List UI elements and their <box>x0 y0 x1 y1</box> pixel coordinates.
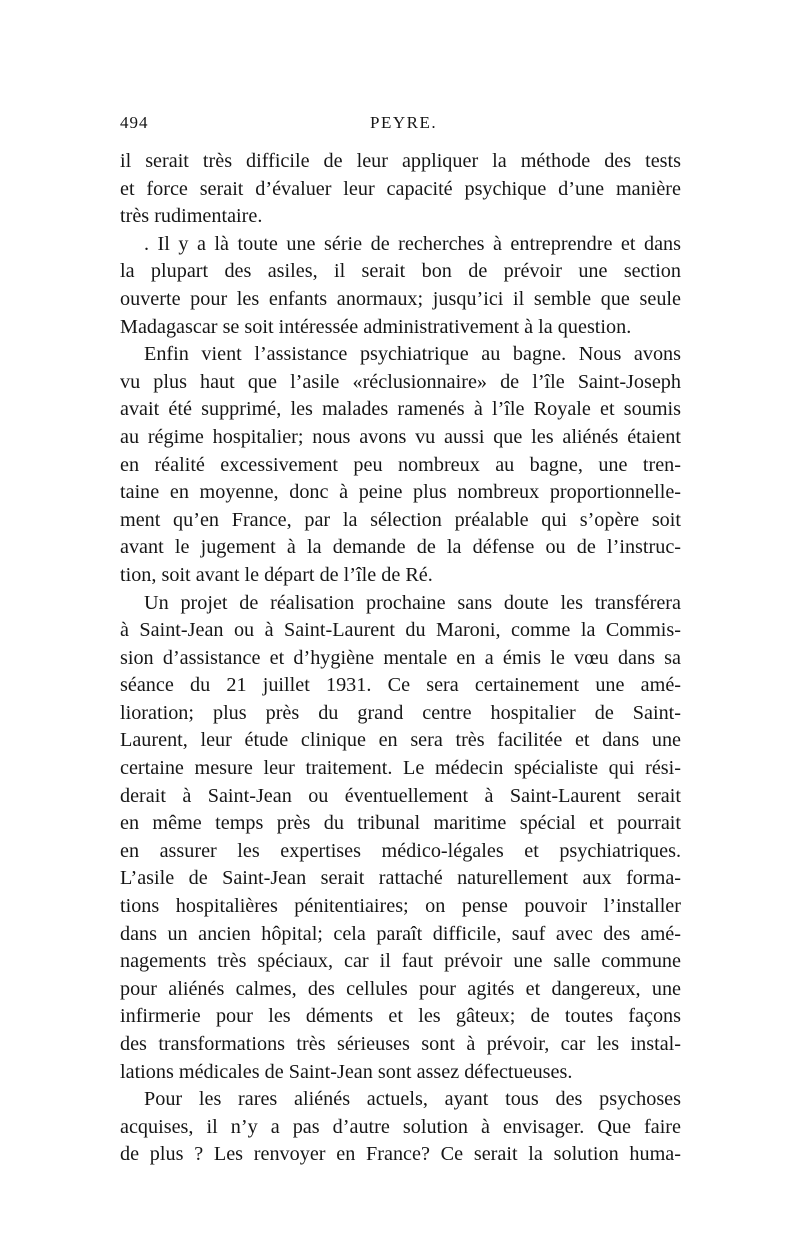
text-line: en réalité excessivement peu nombreux au bagne, une tren- <box>120 453 681 476</box>
text-line: lations médicales de Saint-Jean sont assez défectueuses. <box>120 1060 573 1083</box>
text-line: et force serait d’évaluer leur capacité psychique d’une manière <box>120 177 681 200</box>
text-line: nagements très spéciaux, car il faut prévoir une salle commune <box>120 950 681 973</box>
paragraph <box>120 590 681 1087</box>
text-line: tion, soit avant le départ de l’île de Ré. <box>120 563 433 586</box>
text-line: en même temps près du tribunal maritime spécial et pourrait <box>120 812 681 835</box>
text-line: derait à Saint-Jean ou éventuellement à Saint-Laurent serait <box>120 784 681 807</box>
text-line: taine en moyenne, donc à peine plus nombreux proportionnelle- <box>120 481 681 504</box>
paragraph <box>120 231 681 341</box>
text-line: à Saint-Jean ou à Saint-Laurent du Maroni, comme la Commis- <box>120 619 681 642</box>
text-line: au régime hospitalier; nous avons vu aussi que les aliénés étaient <box>120 425 681 448</box>
paragraph <box>120 148 681 231</box>
text-line: avait été supprimé, les malades ramenés à l’île Royale et soumis <box>120 398 681 421</box>
text-line: L’asile de Saint-Jean serait rattaché naturellement aux forma- <box>120 867 681 890</box>
text-line: Enfin vient l’assistance psychiatrique au bagne. Nous avons <box>144 343 681 366</box>
text-line: ouverte pour les enfants anormaux; jusqu’ici il semble que seule <box>120 287 681 310</box>
text-line: il serait très difficile de leur appliquer la méthode des tests <box>120 150 681 172</box>
text-line: certaine mesure leur traitement. Le médecin spécialiste qui rési- <box>120 757 681 780</box>
paragraph <box>120 341 681 589</box>
text-line: Pour les rares aliénés actuels, ayant tous des psychoses <box>144 1088 681 1111</box>
text-line: avant le jugement à la demande de la défense ou de l’instruc- <box>120 536 681 559</box>
text-line: infirmerie pour les déments et les gâteux; de toutes façons <box>120 1005 681 1028</box>
text-line: vu plus haut que l’asile «réclusionnaire» de l’île Saint-Joseph <box>120 370 681 393</box>
text-line: séance du 21 juillet 1931. Ce sera certainement une amé- <box>120 674 681 697</box>
text-line: tions hospitalières pénitentiaires; on pense pouvoir l’installer <box>120 895 681 918</box>
text-line: de plus ? Les renvoyer en France? Ce serait la solution huma- <box>120 1143 681 1166</box>
paragraph <box>120 1086 681 1169</box>
text-line: Laurent, leur étude clinique en sera très facilitée et dans une <box>120 729 681 752</box>
text-line: lioration; plus près du grand centre hospitalier de Saint- <box>120 701 681 724</box>
text-line: sion d’assistance et d’hygiène mentale en a émis le vœu dans sa <box>120 646 681 669</box>
running-head <box>120 113 681 137</box>
text-line: pour aliénés calmes, des cellules pour agités et dangereux, une <box>120 977 681 1000</box>
text-line: la plupart des asiles, il serait bon de prévoir une section <box>120 260 681 283</box>
text-line: en assurer les expertises médico-légales et psychiatriques. <box>120 839 681 862</box>
text-line: acquises, il n’y a pas d’autre solution à envisager. Que faire <box>120 1115 681 1138</box>
page-number: 494 <box>120 113 149 132</box>
text-line: très rudimentaire. <box>120 205 263 228</box>
text-line: Madagascar se soit intéressée administrativement à la question. <box>120 315 632 338</box>
running-title: PEYRE. <box>370 113 438 132</box>
text-line: des transformations très sérieuses sont à prévoir, car les instal- <box>120 1033 681 1055</box>
text-line: . Il y a là toute une série de recherches à entreprendre et dans <box>144 232 681 255</box>
text-line: dans un ancien hôpital; cela paraît difficile, sauf avec des amé- <box>120 922 681 945</box>
body-text <box>120 148 681 1169</box>
text-line: Un projet de réalisation prochaine sans doute les transférera <box>144 591 681 614</box>
text-line: ment qu’en France, par la sélection préalable qui s’opère soit <box>120 508 681 531</box>
